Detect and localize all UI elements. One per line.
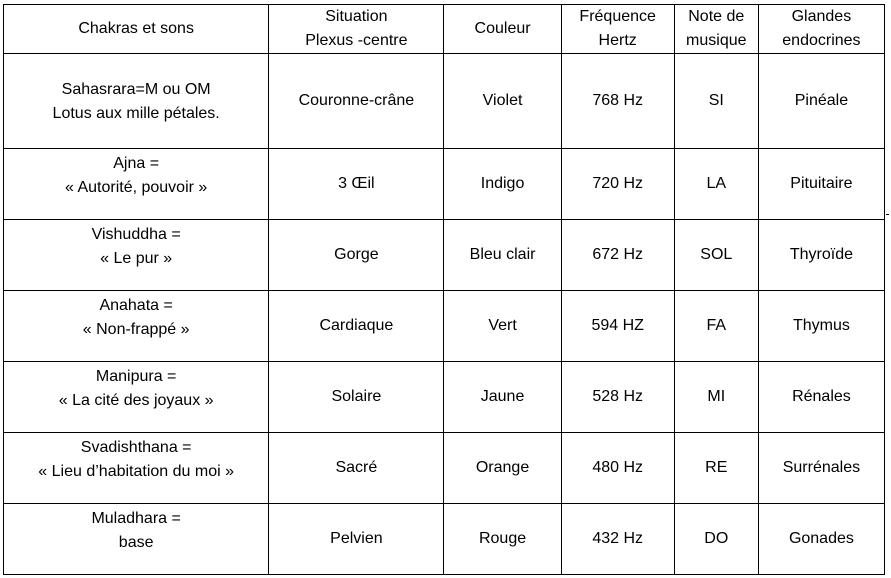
couleur-cell: Jaune <box>444 362 561 433</box>
chakra-meaning: « Non-frappé » <box>82 321 190 338</box>
table-row <box>4 291 885 362</box>
couleur-cell: Indigo <box>444 149 561 220</box>
situation-cell: Sacré <box>269 433 444 504</box>
header-line: Glandes <box>791 8 852 25</box>
glande-cell: Thymus <box>758 291 884 362</box>
situation-cell: Pelvien <box>269 504 444 575</box>
header-line: endocrines <box>782 32 861 49</box>
chakra-meaning: base <box>118 534 154 551</box>
chakra-name: Sahasrara=M ou OM <box>61 81 211 98</box>
situation-cell: 3 Œil <box>269 149 444 220</box>
chakra-name: Anahata = <box>99 297 173 314</box>
header-line: Fréquence <box>579 8 656 25</box>
situation-cell: Gorge <box>269 220 444 291</box>
note-cell: MI <box>674 362 758 433</box>
header-couleur <box>444 5 561 54</box>
chakra-name: Muladhara = <box>91 510 181 527</box>
chakra-cell <box>4 54 269 149</box>
header-line: Chakras et sons <box>78 20 194 37</box>
chakra-cell <box>4 291 269 362</box>
situation-cell: Solaire <box>269 362 444 433</box>
edge-divider <box>886 214 889 215</box>
chakra-cell <box>4 149 269 220</box>
glande-cell: Thyroïde <box>758 220 884 291</box>
header-line: musique <box>686 32 747 49</box>
couleur-cell: Bleu clair <box>444 220 561 291</box>
frequence-cell: 432 Hz <box>561 504 674 575</box>
chakra-name: Ajna = <box>113 155 160 172</box>
header-line: Plexus -centre <box>305 32 408 49</box>
chakra-name: Svadishthana = <box>80 439 192 456</box>
chakra-cell <box>4 433 269 504</box>
chakra-meaning: Lotus aux mille pétales. <box>52 105 220 122</box>
chakra-name: Manipura = <box>95 368 177 385</box>
table-row <box>4 54 885 149</box>
situation-cell: Couronne-crâne <box>269 54 444 149</box>
header-chakras <box>4 5 269 54</box>
header-glandes <box>758 5 884 54</box>
glande-cell: Rénales <box>758 362 884 433</box>
situation-cell: Cardiaque <box>269 291 444 362</box>
glande-cell: Gonades <box>758 504 884 575</box>
table-row <box>4 433 885 504</box>
frequence-cell: 720 Hz <box>561 149 674 220</box>
chakra-meaning: « Le pur » <box>100 250 173 267</box>
header-frequence <box>561 5 674 54</box>
header-line: Note de <box>688 8 745 25</box>
glande-cell: Surrénales <box>758 433 884 504</box>
note-cell: RE <box>674 433 758 504</box>
chakra-name: Vishuddha = <box>91 226 181 243</box>
table-row <box>4 220 885 291</box>
note-cell: SI <box>674 54 758 149</box>
header-row <box>4 5 885 54</box>
frequence-cell: 528 Hz <box>561 362 674 433</box>
frequence-cell: 480 Hz <box>561 433 674 504</box>
header-situation <box>269 5 444 54</box>
couleur-cell: Orange <box>444 433 561 504</box>
header-line: Situation <box>325 8 388 25</box>
header-note <box>674 5 758 54</box>
chakra-cell <box>4 504 269 575</box>
chakra-meaning: « Autorité, pouvoir » <box>64 179 208 196</box>
couleur-cell: Violet <box>444 54 561 149</box>
frequence-cell: 594 HZ <box>561 291 674 362</box>
note-cell: DO <box>674 504 758 575</box>
glande-cell: Pituitaire <box>758 149 884 220</box>
header-line: Hertz <box>598 32 637 49</box>
couleur-cell: Rouge <box>444 504 561 575</box>
couleur-cell: Vert <box>444 291 561 362</box>
glande-cell: Pinéale <box>758 54 884 149</box>
header-line: Couleur <box>474 20 531 37</box>
chakra-meaning: « La cité des joyaux » <box>58 392 214 409</box>
table-row <box>4 504 885 575</box>
frequence-cell: 768 Hz <box>561 54 674 149</box>
note-cell: SOL <box>674 220 758 291</box>
table-row <box>4 149 885 220</box>
chakra-table <box>3 4 885 575</box>
note-cell: FA <box>674 291 758 362</box>
frequence-cell: 672 Hz <box>561 220 674 291</box>
chakra-meaning: « Lieu d’habitation du moi » <box>38 463 234 480</box>
table-row <box>4 362 885 433</box>
chakra-cell <box>4 220 269 291</box>
note-cell: LA <box>674 149 758 220</box>
chakra-cell <box>4 362 269 433</box>
